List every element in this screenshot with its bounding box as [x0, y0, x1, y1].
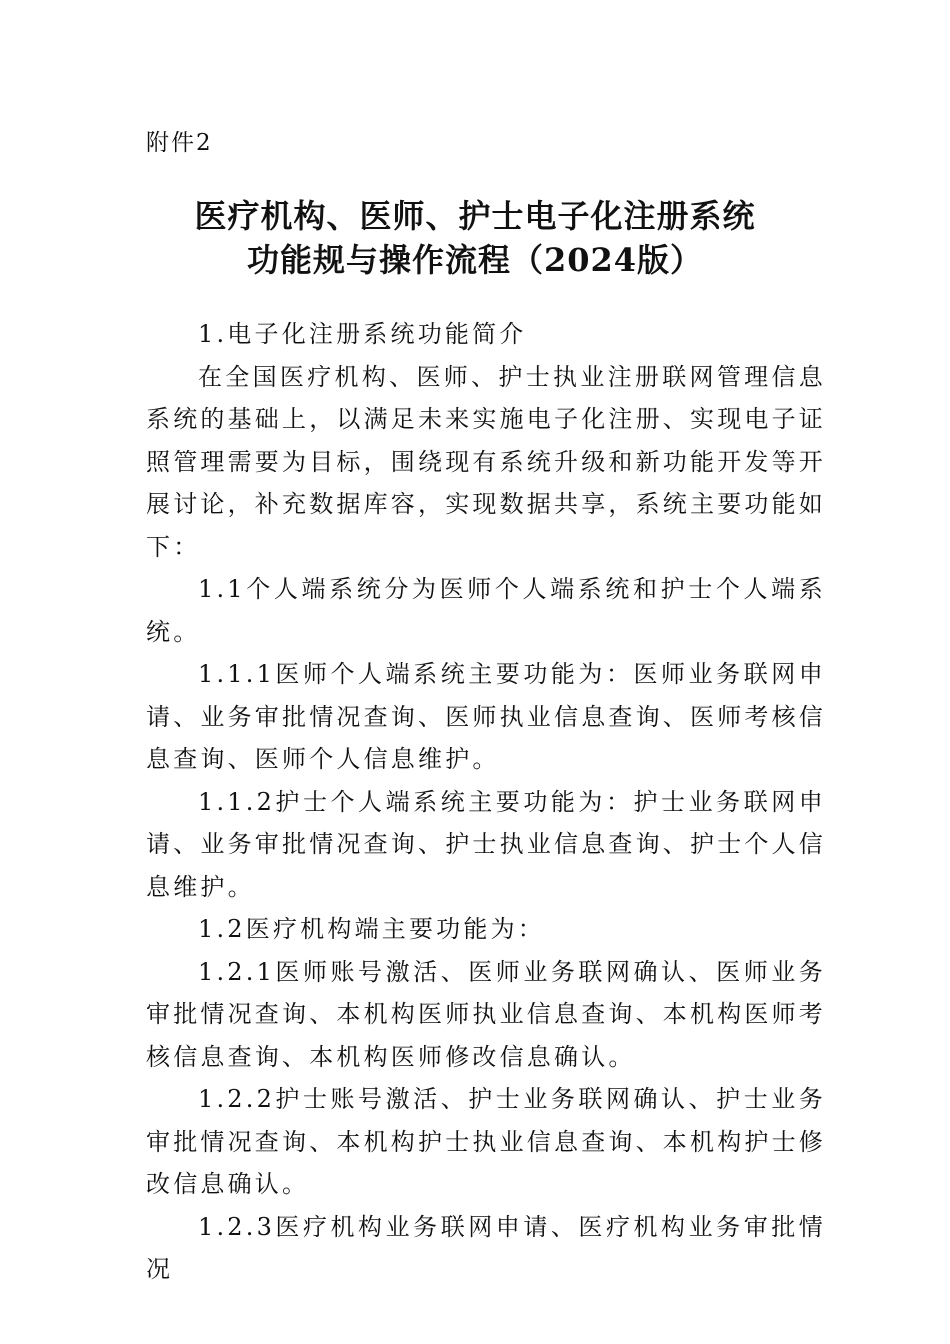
paragraph-1-2: 1.2医疗机构端主要功能为：	[198, 915, 545, 943]
attachment-label: 附件2	[146, 130, 213, 156]
section-heading-1: 1.电子化注册系统功能简介	[198, 320, 527, 348]
document-title-line-2: 功能规与操作流程（2024版）	[246, 241, 704, 279]
document-title-line-1: 医疗机构、医师、护士电子化注册系统	[194, 197, 756, 235]
paragraph-1-2-2: 1.2.2护士账号激活、护士业务联网确认、护士业务审批情况查询、本机构护士执业信息查询、本机构护士修改信息确认。	[146, 1085, 826, 1198]
paragraph-1-1: 1.1个人端系统分为医师个人端系统和护士个人端系统。	[146, 575, 826, 646]
document-body	[146, 313, 826, 1291]
paragraph-1-2-3: 1.2.3医疗机构业务联网申请、医疗机构业务审批情况	[146, 1212, 826, 1283]
paragraph-1-1-2: 1.1.2护士个人端系统主要功能为：护士业务联网申请、业务审批情况查询、护士执业信息查询、护士个人信息维护。	[146, 787, 826, 901]
paragraph-1-1-1: 1.1.1医师个人端系统主要功能为：医师业务联网申请、业务审批情况查询、医师执业信息查询、医师考核信息查询、医师个人信息维护。	[146, 660, 826, 773]
paragraph-intro: 在全国医疗机构、医师、护士执业注册联网管理信息系统的基础上，以满足未来实施电子化注册、实现电子证照管理需要为目标，围绕现有系统升级和新功能开发等开展讨论，补充数据库容，实现数据共享，系统主要功能如下：	[146, 362, 826, 561]
paragraph-1-2-1: 1.2.1医师账号激活、医师业务联网确认、医师业务审批情况查询、本机构医师执业信息查询、本机构医师考核信息查询、本机构医师修改信息确认。	[146, 957, 826, 1071]
